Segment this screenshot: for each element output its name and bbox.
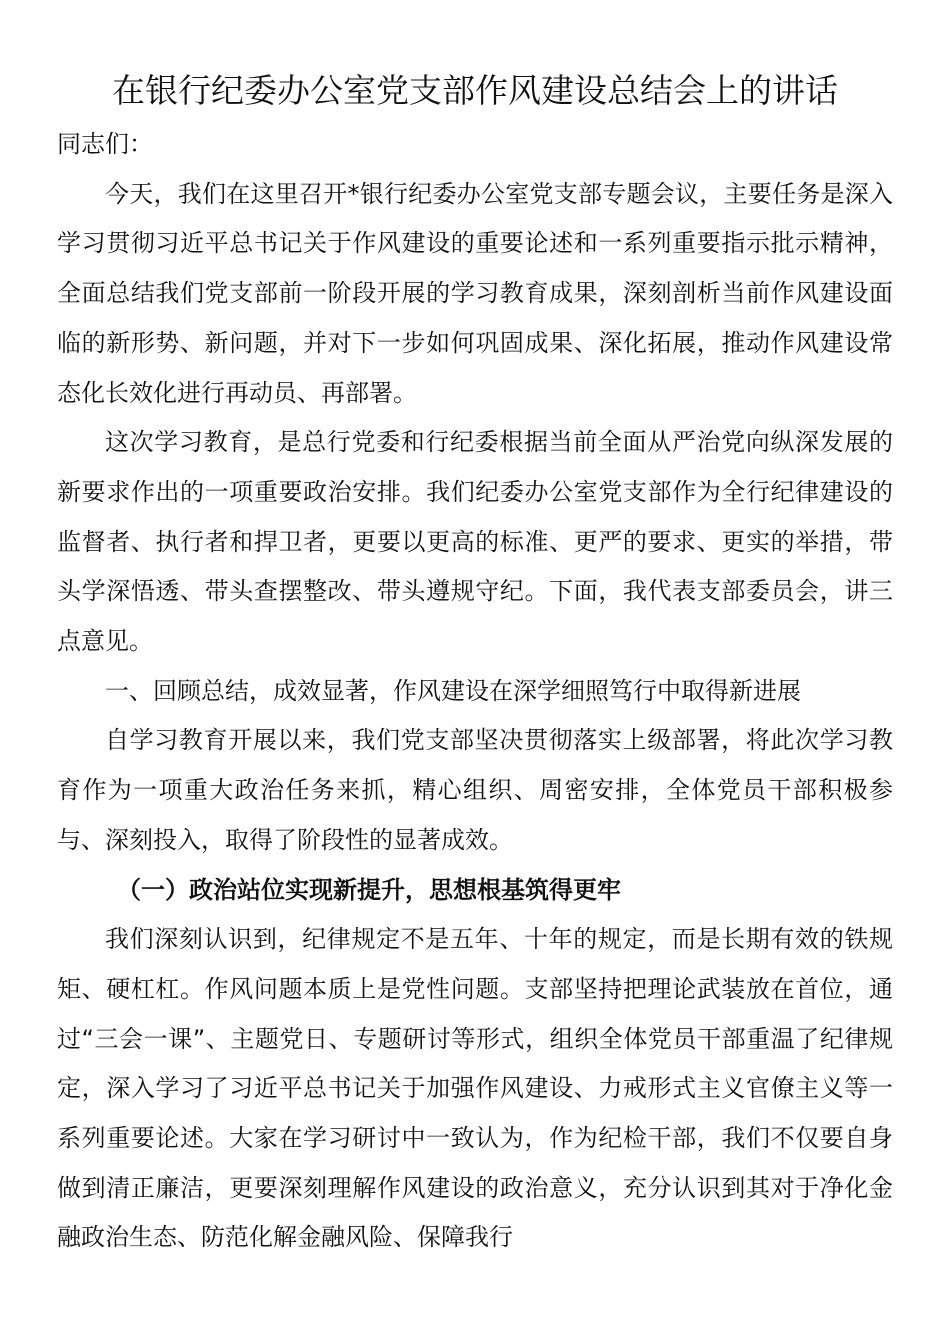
document-title: 在银行纪委办公室党支部作风建设总结会上的讲话 [112,71,838,110]
body-paragraph: 这次学习教育，是总行党委和行纪委根据当前全面从严治党向纵深发展的新要求作出的一项重要政治安排。我们纪委办公室党支部作为全行纪律建设的监督者、执行者和捍卫者，更要以更高的标准、更严的要求、更实的举措，带头学深悟透、带头查摆整改、带头遵规守纪。下面，我代表支部委员会，讲三点意见。 [57,428,893,656]
body-paragraph: 我们深刻认识到，纪律规定不是五年、十年的规定，而是长期有效的铁规矩、硬杠杠。作风问题本质上是党性问题。支部坚持把理论武装放在首位，通过“三会一课”、主题党日、专题研讨等形式，组织全体党员干部重温了纪律规定，深入学习了习近平总书记关于加强作风建设、力戒形式主义官僚主义等一系列重要论述。大家在学习研讨中一致认为，作为纪检干部，我们不仅要自身做到清正廉洁，更要深刻理解作风建设的政治意义，充分认识到其对于净化金融政治生态、防范化解金融风险、保障我行 [57,925,893,1252]
section-heading: 一、回顾总结，成效显著，作风建设在深学细照笃行中取得新进展 [105,676,801,705]
body-paragraph: 今天，我们在这里召开*银行纪委办公室党支部专题会议，主要任务是深入学习贯彻习近平总书记关于作风建设的重要论述和一系列重要指示批示精神，全面总结我们党支部前一阶段开展的学习教育成果，深刻剖析当前作风建设面临的新形势、新问题，并对下一步如何巩固成果、深化拓展，推动作风建设常态化长效化进行再动员、再部署。 [57,179,893,407]
body-paragraph: 自学习教育开展以来，我们党支部坚决贯彻落实上级部署，将此次学习教育作为一项重大政治任务来抓，精心组织、周密安排，全体党员干部积极参与、深刻投入，取得了阶段性的显著成效。 [57,726,893,854]
salutation: 同志们： [57,130,153,158]
subsection-heading: （一）政治站位实现新提升，思想根基筑得更牢 [117,875,621,904]
document-page [57,62,893,1263]
